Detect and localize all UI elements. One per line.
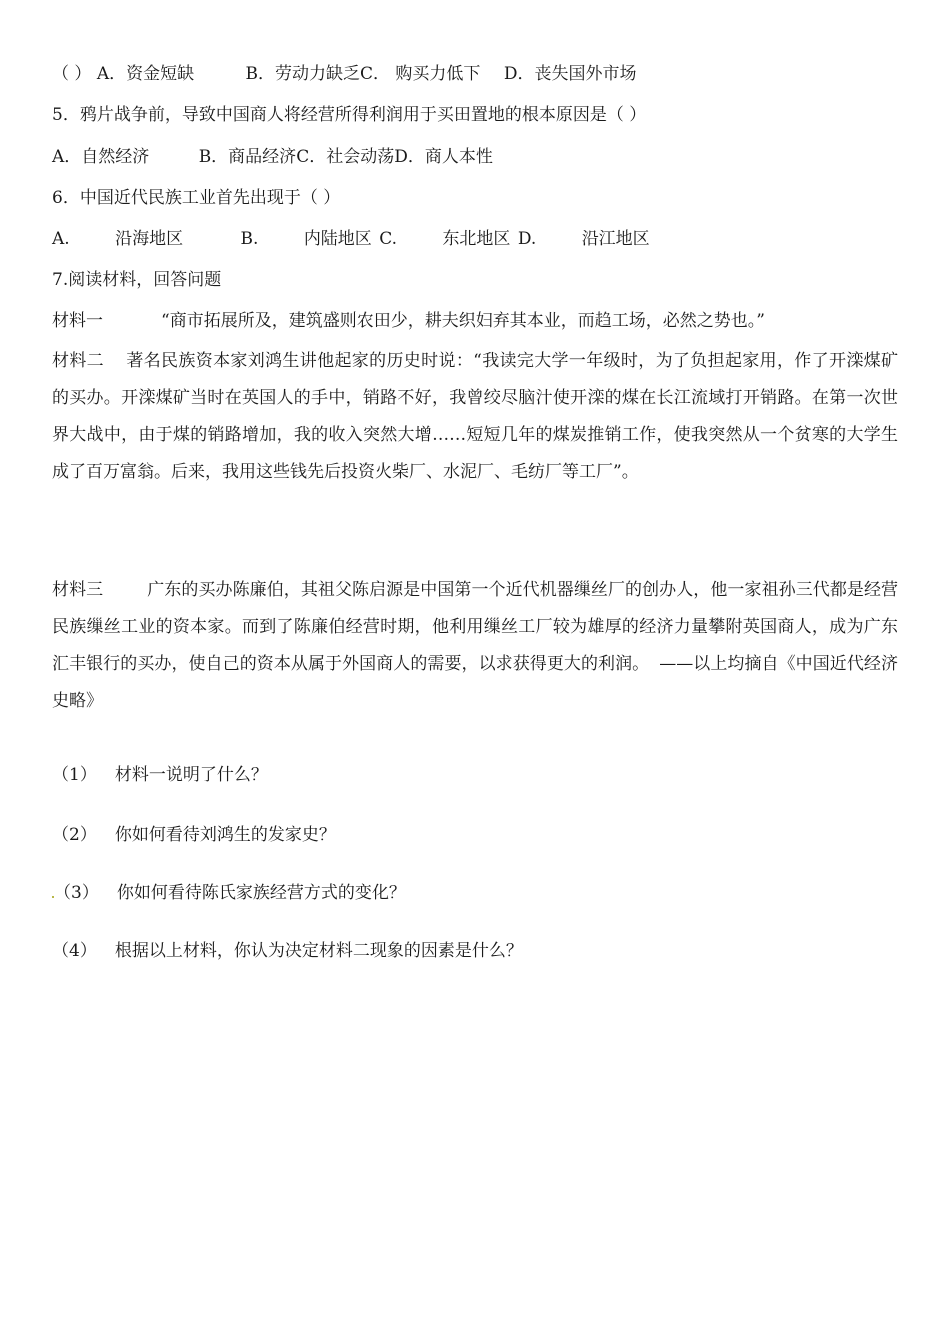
q4-options-row [52, 63, 636, 85]
sub-question-3-number: （3） [54, 883, 99, 903]
q5-option-a: A．自然经济 [52, 147, 150, 167]
q6-option-a-letter: A. [52, 229, 70, 249]
material-2-label: 材料二 [52, 351, 105, 371]
sub-question-1 [52, 764, 268, 786]
material-1-label: 材料一 [52, 311, 103, 331]
material-source: ——以上均摘自《中国近代经济史略》 [52, 654, 898, 711]
q4-option-a: A．资金短缺 [96, 64, 195, 84]
q6-option-c-letter: C. [379, 229, 398, 249]
q6-option-d: 沿江地区 [581, 229, 650, 249]
material-1-text: “商市拓展所及，建筑盛则农田少，耕夫织妇弃其本业，而趋工场，必然之势也。” [161, 311, 765, 331]
sub-question-3-text: 你如何看待陈氏家族经营方式的变化？ [116, 883, 406, 903]
q6-option-d-letter: D. [517, 229, 537, 249]
q5-stem: 5．鸦片战争前，导致中国商人将经营所得利润用于买田置地的根本原因是（ ） [52, 105, 647, 125]
q6-option-b-letter: B. [240, 229, 259, 249]
sub-question-4-number: （4） [52, 941, 97, 961]
sub-question-1-text: 材料一说明了什么？ [114, 765, 268, 785]
sub-question-2-number: （2） [52, 825, 97, 845]
q4-option-b: B．劳动力缺乏 [245, 64, 360, 84]
q5-options-row [52, 146, 493, 168]
q6-option-a: 沿海地区 [115, 229, 184, 249]
material-3-label: 材料三 [52, 580, 104, 600]
q4-option-c: C． 购买力低下 [360, 64, 481, 84]
material-3-text: 广东的买办陈廉伯，其祖父陈启源是中国第一个近代机器缫丝厂的创办人，他一家祖孙三代都是经营民族缫丝工业的资本家。而到了陈廉伯经营时期，他利用缫丝工厂较为雄厚的经济力量攀附英国商人，成为广东汇丰银行的买办，使自己的资本从属于外国商人的需要，以求获得更大的利润。 [52, 580, 899, 674]
q5-option-d: D．商人本性 [394, 147, 493, 167]
q5-option-c: C．社会动荡 [296, 147, 395, 167]
q6-stem: 6．中国近代民族工业首先出现于（ ） [52, 188, 341, 208]
sub-question-4 [52, 940, 523, 962]
sub-question-2-text: 你如何看待刘鸿生的发家史？ [114, 825, 336, 845]
sub-question-2 [52, 824, 336, 846]
sub-question-3 [52, 882, 406, 904]
q6-options-row [52, 228, 650, 250]
material-2 [52, 343, 898, 491]
q7-stem: 7.阅读材料，回答问题 [52, 270, 222, 290]
material-3 [52, 572, 898, 720]
sub-question-4-text: 根据以上材料，你认为决定材料二现象的因素是什么？ [114, 941, 523, 961]
q4-option-d: D．丧失国外市场 [503, 64, 637, 84]
q5-option-b: B．商品经济 [198, 147, 297, 167]
sub-question-1-number: （1） [52, 765, 97, 785]
material-1 [52, 310, 765, 332]
q6-option-c: 东北地区 [442, 229, 511, 249]
material-2-text: 著名民族资本家刘鸿生讲他起家的历史时说：“我读完大学一年级时，为了负担起家用，作了开滦煤矿的买办。开滦煤矿当时在英国人的手中，销路不好，我曾绞尽脑汁使开滦的煤在长江流域打开销路。在第一次世界大战中，由于煤的销路增加，我的收入突然大增……短短几年的煤炭推销工作，使我突然从一个贫寒的大学生成了百万富翁。后来，我用这些钱先后投资火柴厂、水泥厂、毛纺厂等工厂”。 [52, 351, 898, 482]
q4-blank: （ ） [52, 64, 92, 84]
q6-option-b: 内陆地区 [303, 229, 372, 249]
